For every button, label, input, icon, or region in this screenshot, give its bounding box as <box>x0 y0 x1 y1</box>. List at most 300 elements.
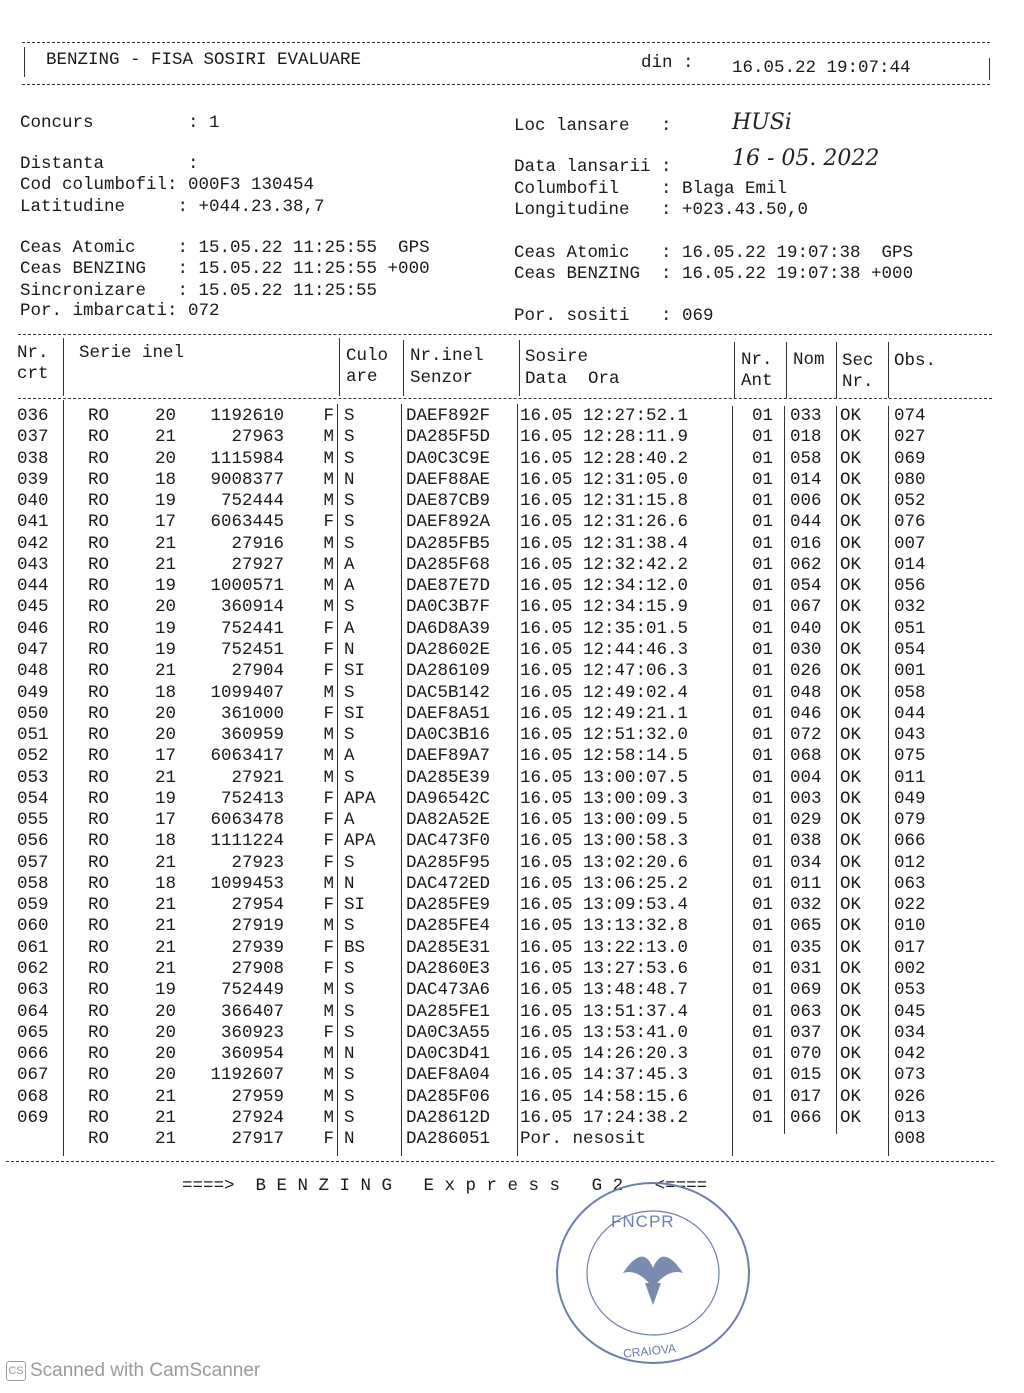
cell-obs: 007 <box>894 533 926 554</box>
cell-nom: 065 <box>790 916 822 937</box>
cell-obs: 080 <box>894 469 926 490</box>
col-header-sec-1: Sec <box>842 351 874 371</box>
cell-yr: 21 <box>155 937 177 958</box>
cell-ro: RO <box>88 661 110 682</box>
cell-ant: 01 <box>752 1022 774 1043</box>
cell-sex: M <box>323 1001 334 1022</box>
cell-nr: 048 <box>17 661 49 682</box>
cell-yr: 18 <box>155 873 177 894</box>
cell-sex: F <box>323 661 334 682</box>
cell-num: 360923 <box>220 1022 284 1043</box>
cell-col: S <box>344 597 355 618</box>
cell-col: S <box>344 448 355 469</box>
cod-columbofil-field: Cod columbofil: 000F3 130454 <box>20 175 315 195</box>
data-lansarii-handwritten: 16 - 05. 2022 <box>732 146 880 171</box>
cell-obs: 054 <box>894 639 926 660</box>
cell-nr: 061 <box>17 937 49 958</box>
cell-nom: 069 <box>790 980 822 1001</box>
cell-ro: RO <box>88 959 110 980</box>
cell-ant: 01 <box>752 469 774 490</box>
club-stamp <box>553 1178 753 1368</box>
cell-sen: DA285FE1 <box>406 1001 491 1022</box>
cell-yr: 21 <box>155 533 177 554</box>
cell-sec: OK <box>840 661 862 682</box>
cell-ant: 01 <box>752 1001 774 1022</box>
cell-col: APA <box>344 831 376 852</box>
cell-nom: 011 <box>790 873 822 894</box>
cell-sen: DA28612D <box>406 1107 491 1128</box>
cell-sos: 16.05 14:37:45.3 <box>520 1065 689 1086</box>
cell-sos: 16.05 13:27:53.6 <box>520 959 689 980</box>
cell-sos: 16.05 13:22:13.0 <box>520 937 689 958</box>
cell-sen: DA0C3C9E <box>406 448 491 469</box>
cell-num: 27917 <box>231 1129 284 1150</box>
cell-ro: RO <box>88 597 110 618</box>
cell-yr: 21 <box>155 1129 177 1150</box>
cell-sos: 16.05 14:58:15.6 <box>520 1086 689 1107</box>
cell-yr: 21 <box>155 852 177 873</box>
cell-col: S <box>344 767 355 788</box>
cell-ro: RO <box>88 725 110 746</box>
cell-ant: 01 <box>752 597 774 618</box>
cell-yr: 17 <box>155 512 177 533</box>
cell-sen: DAEF892F <box>406 406 491 426</box>
cell-ant: 01 <box>752 427 774 448</box>
cell-ant: 01 <box>752 937 774 958</box>
distanta-field: Distanta : <box>20 154 199 174</box>
cell-ro: RO <box>88 873 110 894</box>
cell-sec: OK <box>840 788 862 809</box>
cell-yr: 18 <box>155 831 177 852</box>
cell-obs: 056 <box>894 576 926 597</box>
cell-nom: 003 <box>790 788 822 809</box>
cell-sec: OK <box>840 1044 862 1065</box>
cell-col: N <box>344 469 355 490</box>
cell-nom: 014 <box>790 469 822 490</box>
cell-nr: 069 <box>17 1107 49 1128</box>
cell-sos: 16.05 12:34:12.0 <box>520 576 689 597</box>
cell-nom: 006 <box>790 491 822 512</box>
cell-nom: 070 <box>790 1044 822 1065</box>
cell-sex: M <box>323 554 334 575</box>
cell-yr: 20 <box>155 1065 177 1086</box>
cell-sex: M <box>323 427 334 448</box>
latitudine-field: Latitudine : +044.23.38,7 <box>20 197 325 217</box>
cell-num: 1111224 <box>210 831 284 852</box>
camscanner-logo-icon: CS <box>6 1361 26 1381</box>
cell-col: S <box>344 491 355 512</box>
cell-sex: M <box>323 448 334 469</box>
cell-nom: 067 <box>790 597 822 618</box>
header-bottom-rule <box>22 84 990 85</box>
cell-nom: 046 <box>790 703 822 724</box>
hdr-sep-6 <box>786 342 787 398</box>
cell-nr: 054 <box>17 788 49 809</box>
cell-nr: 042 <box>17 533 49 554</box>
cell-sex: F <box>323 895 334 916</box>
cell-nom: 029 <box>790 810 822 831</box>
cell-num: 6063478 <box>210 810 284 831</box>
cell-ro: RO <box>88 1001 110 1022</box>
cell-sex: F <box>323 406 334 426</box>
ceas-atomic-right: Ceas Atomic : 16.05.22 19:07:38 GPS <box>514 243 914 263</box>
cell-nr: 059 <box>17 895 49 916</box>
table-row <box>0 746 1024 767</box>
cell-obs: 053 <box>894 980 926 1001</box>
cell-obs: 045 <box>894 1001 926 1022</box>
cell-sex: M <box>323 1065 334 1086</box>
cell-ro: RO <box>88 937 110 958</box>
cell-ro: RO <box>88 1129 110 1150</box>
cell-ro: RO <box>88 618 110 639</box>
columbofil-field: Columbofil : Blaga Emil <box>514 179 788 199</box>
cell-nr: 066 <box>17 1044 49 1065</box>
cell-obs: 049 <box>894 788 926 809</box>
cell-num: 1115984 <box>210 448 284 469</box>
cell-sos: 16.05 13:00:09.3 <box>520 788 689 809</box>
cell-nr: 063 <box>17 980 49 1001</box>
cell-nom: 068 <box>790 746 822 767</box>
cell-sex: M <box>323 533 334 554</box>
cell-sen: DA0C3D41 <box>406 1044 491 1065</box>
table-row <box>0 1065 1024 1086</box>
camscanner-watermark <box>6 1360 260 1382</box>
cell-nr: 058 <box>17 873 49 894</box>
cell-num: 27916 <box>231 533 284 554</box>
cell-sec: OK <box>840 1022 862 1043</box>
table-row <box>0 853 1024 874</box>
cell-sen: DAEF892A <box>406 512 491 533</box>
cell-obs: 079 <box>894 810 926 831</box>
cell-num: 1000571 <box>210 576 284 597</box>
cell-sex: M <box>323 1044 334 1065</box>
cell-ant: 01 <box>752 618 774 639</box>
cell-ant: 01 <box>752 980 774 1001</box>
cell-col: N <box>344 1044 355 1065</box>
table-row <box>0 768 1024 789</box>
col-header-obs: Obs. <box>894 351 937 371</box>
cell-nom: 058 <box>790 448 822 469</box>
cell-yr: 19 <box>155 788 177 809</box>
col-header-nr: Nr. <box>17 343 49 363</box>
cell-sex: F <box>323 831 334 852</box>
cell-num: 360954 <box>220 1044 284 1065</box>
cell-sos: 16.05 12:49:21.1 <box>520 703 689 724</box>
cell-obs: 026 <box>894 1086 926 1107</box>
cell-col: SI <box>344 703 366 724</box>
cell-sos: 16.05 12:35:01.5 <box>520 618 689 639</box>
cell-sex: F <box>323 852 334 873</box>
cell-sex: M <box>323 682 334 703</box>
cell-sec: OK <box>840 639 862 660</box>
cell-col: S <box>344 1022 355 1043</box>
longitudine-field: Longitudine : +023.43.50,0 <box>514 200 809 220</box>
cell-ant: 01 <box>752 682 774 703</box>
cell-ro: RO <box>88 831 110 852</box>
cell-obs: 075 <box>894 746 926 767</box>
cell-sos: 16.05 12:31:38.4 <box>520 533 689 554</box>
cell-sec: OK <box>840 916 862 937</box>
cell-sec: OK <box>840 959 862 980</box>
table-row <box>0 427 1024 448</box>
cell-ro: RO <box>88 746 110 767</box>
cell-sen: DA286109 <box>406 661 491 682</box>
cell-ro: RO <box>88 1022 110 1043</box>
cell-yr: 21 <box>155 767 177 788</box>
cell-col: N <box>344 1129 355 1150</box>
table-row <box>0 597 1024 618</box>
cell-sec: OK <box>840 469 862 490</box>
cell-nr: 055 <box>17 810 49 831</box>
cell-yr: 18 <box>155 469 177 490</box>
cell-sec: OK <box>840 703 862 724</box>
cell-nr: 045 <box>17 597 49 618</box>
cell-num: 27921 <box>231 767 284 788</box>
cell-sos: 16.05 12:34:15.9 <box>520 597 689 618</box>
cell-num: 366407 <box>220 1001 284 1022</box>
cell-ro: RO <box>88 895 110 916</box>
cell-col: S <box>344 533 355 554</box>
cell-sos: 16.05 13:00:07.5 <box>520 767 689 788</box>
cell-ro: RO <box>88 533 110 554</box>
cell-col: SI <box>344 895 366 916</box>
cell-ro: RO <box>88 448 110 469</box>
cell-col: S <box>344 959 355 980</box>
table-row <box>0 449 1024 470</box>
cell-ro: RO <box>88 1086 110 1107</box>
cell-yr: 19 <box>155 491 177 512</box>
cell-ant: 01 <box>752 725 774 746</box>
cell-sen: DAEF8A04 <box>406 1065 491 1086</box>
cell-col: S <box>344 725 355 746</box>
cell-sec: OK <box>840 873 862 894</box>
cell-sen: DA96542C <box>406 788 491 809</box>
cell-nom: 026 <box>790 661 822 682</box>
cell-obs: 010 <box>894 916 926 937</box>
cell-yr: 21 <box>155 554 177 575</box>
cell-nom: 048 <box>790 682 822 703</box>
table-row <box>0 661 1024 682</box>
cell-num: 27923 <box>231 852 284 873</box>
cell-ant: 01 <box>752 810 774 831</box>
cell-obs: 063 <box>894 873 926 894</box>
table-row <box>0 916 1024 937</box>
cell-sos: 16.05 12:58:14.5 <box>520 746 689 767</box>
cell-col: S <box>344 406 355 426</box>
table-row <box>0 1129 1024 1150</box>
stamp-seal-icon <box>553 1178 753 1368</box>
cell-obs: 042 <box>894 1044 926 1065</box>
cell-nom: 040 <box>790 618 822 639</box>
cell-obs: 073 <box>894 1065 926 1086</box>
cell-sex: F <box>323 959 334 980</box>
cell-ant: 01 <box>752 852 774 873</box>
cell-num: 1192607 <box>210 1065 284 1086</box>
cell-sex: F <box>323 1129 334 1150</box>
cell-num: 752449 <box>220 980 284 1001</box>
cell-ro: RO <box>88 1044 110 1065</box>
col-header-sosire: Sosire <box>525 347 589 367</box>
camscanner-text: Scanned with CamScanner <box>30 1360 261 1381</box>
page-title: BENZING - FISA SOSIRI EVALUARE <box>46 50 362 70</box>
cell-sen: DA0C3A55 <box>406 1022 491 1043</box>
cell-ant: 01 <box>752 512 774 533</box>
cell-sos: 16.05 12:27:52.1 <box>520 406 689 426</box>
cell-ro: RO <box>88 682 110 703</box>
cell-obs: 043 <box>894 725 926 746</box>
cell-ant: 01 <box>752 873 774 894</box>
cell-yr: 20 <box>155 1022 177 1043</box>
cell-ant: 01 <box>752 576 774 597</box>
cell-sex: M <box>323 980 334 1001</box>
cell-nr: 037 <box>17 427 49 448</box>
cell-sex: M <box>323 469 334 490</box>
ceas-benzing-left: Ceas BENZING : 15.05.22 11:25:55 +000 <box>20 259 430 279</box>
table-row <box>0 725 1024 746</box>
cell-sex: M <box>323 1107 334 1128</box>
cell-col: S <box>344 1001 355 1022</box>
cell-nom: 038 <box>790 831 822 852</box>
cell-obs: 066 <box>894 831 926 852</box>
cell-yr: 17 <box>155 746 177 767</box>
cell-sen: DA28602E <box>406 639 491 660</box>
cell-sec: OK <box>840 852 862 873</box>
cell-col: S <box>344 852 355 873</box>
table-header-rule <box>18 398 992 399</box>
cell-yr: 21 <box>155 916 177 937</box>
loc-lansare-label: Loc lansare : <box>514 116 672 136</box>
cell-num: 1192610 <box>210 406 284 426</box>
cell-sos: 16.05 12:51:32.0 <box>520 725 689 746</box>
hdr-sep-2 <box>339 338 340 396</box>
cell-ro: RO <box>88 1107 110 1128</box>
table-row <box>0 491 1024 512</box>
cell-num: 27919 <box>231 916 284 937</box>
cell-col: S <box>344 980 355 1001</box>
table-row <box>0 640 1024 661</box>
cell-nr: 060 <box>17 916 49 937</box>
cell-yr: 19 <box>155 639 177 660</box>
cell-ant: 01 <box>752 533 774 554</box>
cell-nom: 072 <box>790 725 822 746</box>
cell-col: A <box>344 554 355 575</box>
cell-yr: 20 <box>155 725 177 746</box>
cell-ro: RO <box>88 852 110 873</box>
cell-obs: 074 <box>894 406 926 426</box>
col-header-serie-inel: Serie inel <box>79 343 185 363</box>
cell-sen: DA82A52E <box>406 810 491 831</box>
cell-sos: 16.05 13:48:48.7 <box>520 980 689 1001</box>
cell-nom: 063 <box>790 1001 822 1022</box>
cell-col: S <box>344 916 355 937</box>
cell-ro: RO <box>88 406 110 426</box>
table-row <box>0 938 1024 959</box>
cell-obs: 014 <box>894 554 926 575</box>
cell-nom: 066 <box>790 1107 822 1128</box>
cell-nr: 068 <box>17 1086 49 1107</box>
cell-obs: 032 <box>894 597 926 618</box>
cell-sex: F <box>323 639 334 660</box>
cell-yr: 18 <box>155 682 177 703</box>
table-row <box>0 1087 1024 1108</box>
header-left-edge <box>24 47 25 77</box>
cell-nom: 032 <box>790 895 822 916</box>
cell-sen: DAC473A6 <box>406 980 491 1001</box>
data-lansarii-label: Data lansarii : <box>514 157 672 177</box>
cell-nom: 062 <box>790 554 822 575</box>
cell-nr: 052 <box>17 746 49 767</box>
cell-sec: OK <box>840 895 862 916</box>
cell-obs: 011 <box>894 767 926 788</box>
cell-sos: 16.05 12:47:06.3 <box>520 661 689 682</box>
cell-nr: 040 <box>17 491 49 512</box>
cell-nr: 067 <box>17 1065 49 1086</box>
cell-ant: 01 <box>752 448 774 469</box>
cell-sen: DA286051 <box>406 1129 491 1150</box>
din-label: din : <box>641 53 694 73</box>
cell-nom: 035 <box>790 937 822 958</box>
table-row <box>0 704 1024 725</box>
col-header-senzor: Senzor <box>410 368 474 388</box>
cell-num: 27927 <box>231 554 284 575</box>
cell-sex: M <box>323 873 334 894</box>
cell-sec: OK <box>840 618 862 639</box>
cell-yr: 19 <box>155 980 177 1001</box>
cell-obs: 022 <box>894 895 926 916</box>
cell-num: 27954 <box>231 895 284 916</box>
table-row <box>0 831 1024 852</box>
cell-yr: 20 <box>155 1001 177 1022</box>
cell-nom: 018 <box>790 427 822 448</box>
cell-sen: DAEF88AE <box>406 469 491 490</box>
cell-ant: 01 <box>752 746 774 767</box>
cell-sec: OK <box>840 448 862 469</box>
cell-sen: DA285FE4 <box>406 916 491 937</box>
cell-yr: 21 <box>155 1086 177 1107</box>
cell-sen: DA285F68 <box>406 554 491 575</box>
table-row <box>0 555 1024 576</box>
table-row <box>0 1044 1024 1065</box>
cell-sec: OK <box>840 406 862 426</box>
cell-sos: 16.05 17:24:38.2 <box>520 1107 689 1128</box>
cell-nom: 054 <box>790 576 822 597</box>
cell-num: 27959 <box>231 1086 284 1107</box>
cell-sex: F <box>323 810 334 831</box>
cell-num: 6063445 <box>210 512 284 533</box>
ceas-atomic-left: Ceas Atomic : 15.05.22 11:25:55 GPS <box>20 238 430 258</box>
table-row <box>0 959 1024 980</box>
cell-sos: 16.05 12:44:46.3 <box>520 639 689 660</box>
cell-sec: OK <box>840 427 862 448</box>
cell-nom: 030 <box>790 639 822 660</box>
cell-ant: 01 <box>752 661 774 682</box>
cell-sex: M <box>323 746 334 767</box>
cell-num: 27939 <box>231 937 284 958</box>
cell-num: 361000 <box>220 703 284 724</box>
table-row <box>0 874 1024 895</box>
cell-sex: M <box>323 767 334 788</box>
cell-sos: 16.05 13:00:09.5 <box>520 810 689 831</box>
cell-nr: 056 <box>17 831 49 852</box>
cell-sec: OK <box>840 980 862 1001</box>
cell-num: 1099453 <box>210 873 284 894</box>
cell-sec: OK <box>840 725 862 746</box>
cell-sen: DA285E31 <box>406 937 491 958</box>
cell-nr: 064 <box>17 1001 49 1022</box>
cell-num: 27908 <box>231 959 284 980</box>
cell-sos: 16.05 12:31:15.8 <box>520 491 689 512</box>
cell-ant: 01 <box>752 1086 774 1107</box>
